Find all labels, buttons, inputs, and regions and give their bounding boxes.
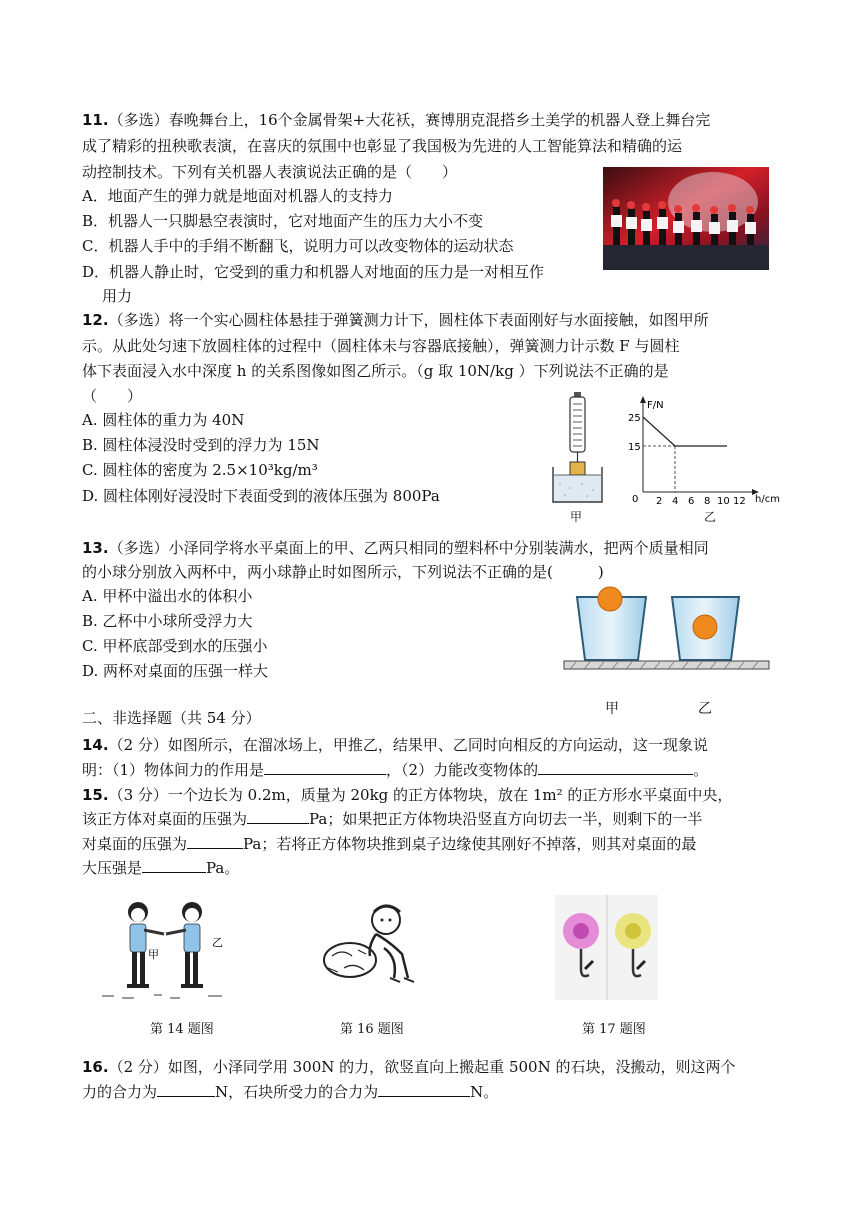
skater-yi-label: 乙 [212,936,223,949]
q13-line-2: 的小球分别放入两杯中，两小球静止时如图所示，下列说法不正确的是( ) [82,563,604,581]
q15-line-2: 该正方体对桌面的压强为 Pa；如果把正方体物块沿竖直方向切去一半，则剩下的一半 [82,810,703,828]
q11-option-a: A．地面产生的弹力就是地面对机器人的支持力 [82,187,393,205]
graph-xtick-8: 8 [704,496,711,507]
q11-option-d-cont: 用力 [102,287,133,305]
q12-number: 12. [82,311,109,329]
graph-xtick-6: 6 [688,496,695,507]
q16-blank-2[interactable] [378,1082,470,1097]
q15-blank-3[interactable] [142,858,206,873]
q12-fig-yi-label: 乙 [704,510,717,524]
q16-line-1: 16.（2 分）如图，小泽同学用 300N 的力，欲竖直向上搬起重 500N 的石块，没搬动，则这两个 [82,1058,736,1076]
q12-option-b: B. 圆柱体浸没时受到的浮力为 15N [82,436,320,454]
skater-jia-label: 甲 [148,948,159,961]
spring-scale-figure [545,392,610,517]
q14-line-2: 明：（1）物体间力的作用是 ，（2）力能改变物体的 。 [82,761,709,779]
q15-line-1: 15.（3 分）一个边长为 0.2m，质量为 20kg 的正方体物块，放在 1m² 的正方形水平桌面中央， [82,786,733,804]
q13-option-b: B. 乙杯中小球所受浮力大 [82,612,253,630]
q13-option-c: C. 甲杯底部受到水的压强小 [82,637,268,655]
q15-line-4: 大压强是 Pa。 [82,859,240,877]
q13-option-a: A. 甲杯中溢出水的体积小 [82,587,253,605]
graph-line-slope [643,417,675,446]
graph-ylabel: F/N [647,400,664,411]
two-cups-figure [562,585,772,680]
q14-line-1: 14.（2 分）如图所示，在溜冰场上，甲推乙，结果甲、乙同时向相反的方向运动，这一现象说 [82,736,708,754]
ball-jia [598,587,622,611]
q13-fig-jia-label: 甲 [605,701,619,717]
q11-line-2: 成了精彩的扭秧歌表演，在喜庆的氛围中也彰显了我国极为先进的人工智能算法和精确的运 [82,137,683,155]
graph-xtick-2: 2 [656,496,663,507]
suction-hooks-figure [555,895,658,1000]
q11-line-1: 11.（多选）春晚舞台上，16个金属骨架+大花袄，赛博朋克混搭乡土美学的机器人登上舞台完 [82,111,711,129]
q16-blank-1[interactable] [157,1082,215,1097]
graph-xlabel: h/cm [755,494,780,505]
q13-option-d: D. 两杯对桌面的压强一样大 [82,662,269,680]
q14-blank-2[interactable] [538,760,693,775]
q12-option-d: D. 圆柱体刚好浸没时下表面受到的液体压强为 800Pa [82,487,440,505]
q11-number: 11. [82,111,109,129]
q12-line-2: 示。从此处匀速下放圆柱体的过程中（圆柱体未与容器底接触），弹簧测力计示数 F 与圆柱 [82,337,680,355]
q13-number: 13. [82,539,109,557]
graph-xtick-4: 4 [672,496,679,507]
q14-blank-1[interactable] [264,760,386,775]
graph-ytick-15: 15 [628,442,641,453]
q15-blank-2[interactable] [187,834,243,849]
q11-option-c: C．机器人手中的手绢不断翻飞，说明力可以改变物体的运动状态 [82,237,514,255]
q11-option-d: D．机器人静止时，它受到的重力和机器人对地面的压力是一对相互作 [82,263,545,281]
q12-fig-jia-label: 甲 [570,510,583,524]
q12-line-1: 12.（多选）将一个实心圆柱体悬挂于弹簧测力计下，圆柱体下表面刚好与水面接触，如图甲所 [82,311,709,329]
robot-stage-photo [603,167,769,270]
q16-line-2: 力的合力为 N，石块所受力的合力为 N。 [82,1083,499,1101]
graph-ytick-25: 25 [628,413,641,424]
q11-line-3: 动控制技术。下列有关机器人表演说法正确的是（ ） [82,163,458,181]
ball-yi [693,615,717,639]
q15-number: 15. [82,786,109,804]
graph-xtick-12: 12 [733,496,746,507]
rock-lifting-figure [318,898,418,993]
q13-fig-yi-label: 乙 [698,701,712,717]
fig14-caption: 第 14 题图 [150,1022,214,1037]
section-2-heading: 二、非选择题（共 54 分） [82,709,261,727]
q11-option-b: B．机器人一只脚悬空表演时，它对地面产生的压力大小不变 [82,212,484,230]
graph-xtick-10: 10 [717,496,730,507]
q12-option-a: A. 圆柱体的重力为 40N [82,411,245,429]
graph-origin: 0 [632,494,639,505]
table-surface [564,661,769,669]
q12-line-4: （ ） [82,387,143,405]
q14-number: 14. [82,736,109,754]
q12-option-c: C. 圆柱体的密度为 2.5×10³kg/m³ [82,461,318,479]
skaters-figure [100,898,230,1003]
q12-line-3: 体下表面浸入水中深度 h 的关系图像如图乙所示。（g 取 10N/kg ）下列说法不正确的是 [82,362,669,380]
q16-number: 16. [82,1058,109,1076]
q15-blank-1[interactable] [247,809,309,824]
q15-line-3: 对桌面的压强为 Pa；若将正方体物块推到桌子边缘使其刚好不掉落，则其对桌面的最 [82,835,697,853]
f-h-graph [625,392,785,517]
fig16-caption: 第 16 题图 [340,1022,404,1037]
q13-line-1: 13.（多选）小泽同学将水平桌面上的甲、乙两只相同的塑料杯中分别装满水，把两个质量相同 [82,539,709,557]
fig17-caption: 第 17 题图 [582,1022,646,1037]
